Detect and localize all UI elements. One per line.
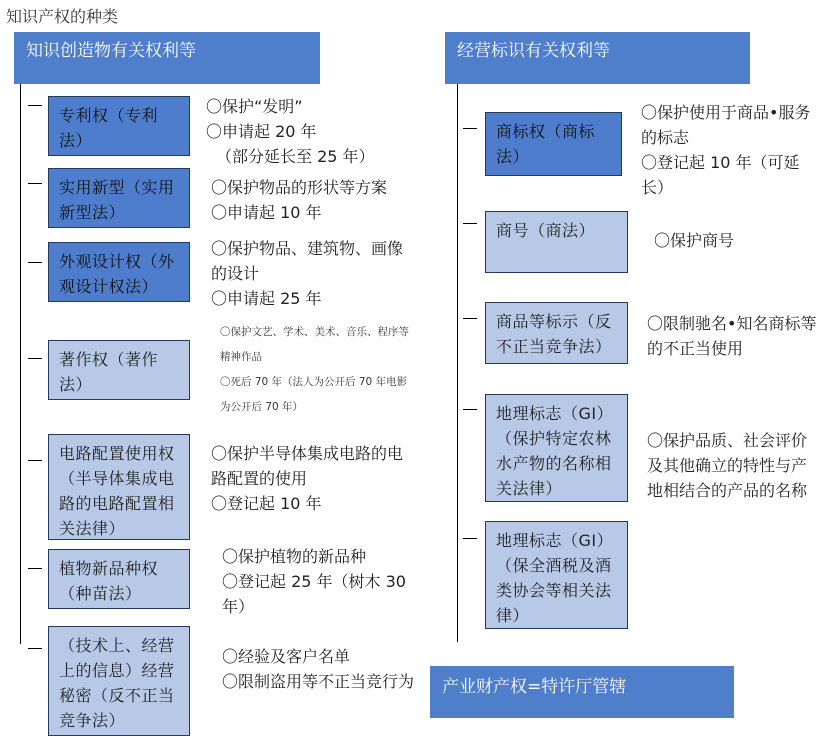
circuit-layout-right-box: 电路配置使用权（半导体集成电路的电路配置相关法律） [48,434,190,540]
trade-name-box: 商号（商法） [485,211,628,273]
utility-model-box: 实用新型（实用新型法） [48,168,190,228]
desc-line: 〇保护使用于商品•服务的标志 [641,103,811,147]
desc-line: 〇保护植物的新品种 [222,547,367,566]
trademark-right-desc [641,100,813,200]
connector-tick [463,318,477,319]
desc-line: 〇死后 70 年（法人为公开后 70 年电影为公开后 70 年） [220,376,408,413]
desc-line: 〇申请起 20 年 [206,122,317,141]
trademark-right-box: 商标权（商标法） [485,112,622,176]
gi-liquor-box: 地理标志（GI）（保全酒税及酒类协会等相关法律） [485,521,628,629]
desc-line: 〇保护商号 [654,231,735,250]
utility-model-desc [211,175,411,225]
trade-name-desc [654,228,814,253]
desc-line: 〇申请起 10 年 [211,203,322,222]
desc-line: 〇保护品质、社会评价及其他确立的特性与产地相结合的产品的名称 [647,431,808,500]
connector-tick [463,128,477,129]
gi-desc [647,428,817,503]
desc-line: 〇保护“发明” [206,97,303,116]
desc-line: 〇申请起 25 年 [211,289,322,308]
circuit-layout-desc [211,441,411,516]
page-title: 知识产权的种类 [6,7,119,26]
connector-tick [28,460,42,461]
design-right-desc [211,236,411,311]
gi-agriculture-box: 地理标志（GI）（保护特定农林水产物的名称相关法律） [485,394,628,502]
desc-line: 〇登记起 10 年（可延长） [641,153,800,197]
left-header: 知识创造物有关权利等 [14,32,320,84]
connector-tick [28,648,42,649]
desc-line: 〇保护物品、建筑物、画像的设计 [211,239,404,283]
desc-line: （部分延长至 25 年） [216,147,375,166]
patent-right-desc [206,94,406,169]
left-trunk-line [20,84,21,644]
design-right-box: 外观设计权（外观设计权法） [48,242,190,302]
plant-variety-desc [222,544,414,619]
desc-line: 〇经验及客户名单 [222,647,351,666]
connector-tick [28,262,42,263]
plant-variety-right-box: 植物新品种权（种苗法） [48,549,190,609]
desc-line: 〇保护文艺、学术、美术、音乐、程序等精神作品 [220,326,409,363]
desc-line: 〇保护物品的形状等方案 [211,178,388,197]
connector-tick [463,223,477,224]
desc-line: 〇限制盗用等不正当竞行为 [222,672,415,691]
patent-right-box: 专利权（专利法） [48,96,190,156]
desc-line: 〇登记起 10 年 [211,494,322,513]
product-indication-box: 商品等标示（反不正当竞争法） [485,302,628,364]
trade-secret-desc [222,644,414,694]
copyright-box: 著作权（著作法） [48,340,190,400]
connector-tick [28,568,42,569]
right-trunk-line [457,84,458,642]
copyright-desc [220,320,415,420]
product-indication-desc [647,311,817,361]
desc-line: 〇保护半导体集成电路的电路配置的使用 [211,444,404,488]
connector-tick [463,538,477,539]
desc-line: 〇限制驰名•知名商标等的不正当使用 [647,314,817,358]
connector-tick [463,409,477,410]
trade-secret-box: （技术上、经营上的信息）经营秘密（反不正当竞争法） [48,626,190,736]
industrial-property-label: 产业财产权=特许厅管辖 [430,666,734,718]
right-header: 经营标识有关权利等 [445,32,750,84]
connector-tick [28,183,42,184]
desc-line: 〇登记起 25 年（树木 30 年） [222,572,406,616]
connector-tick [28,105,42,106]
connector-tick [28,358,42,359]
